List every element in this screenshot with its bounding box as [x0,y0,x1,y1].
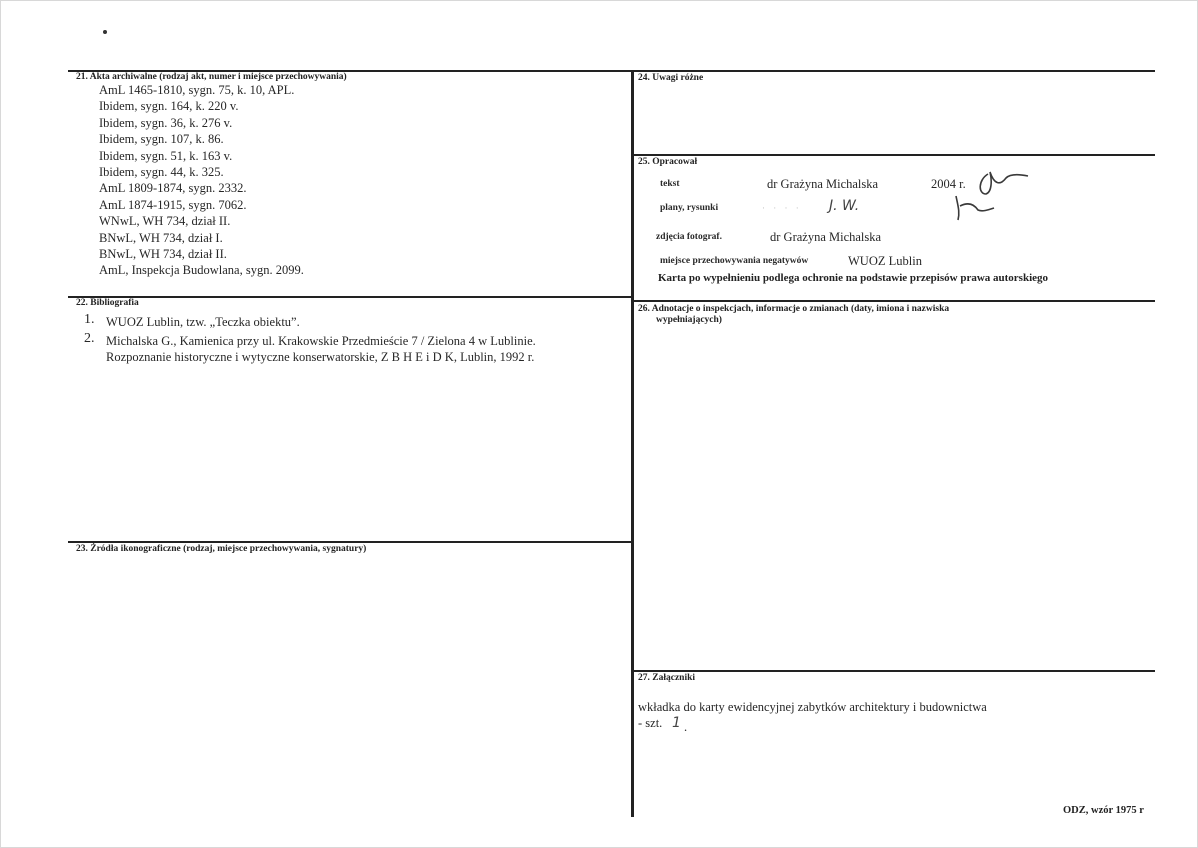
plany-handwritten-initials: J. W. [829,198,860,214]
negatywy-key: miejsce przechowywania negatywów [660,256,809,266]
section-23-label: 23. Źródła ikonograficzne (rodzaj, miejsce przechowywania, sygnatury) [76,544,367,554]
divider-23-top [68,541,634,543]
divider-mid-left [68,296,634,298]
attachments-description: wkładka do karty ewidencyjnej zabytków architektury i budownictwa [638,700,987,714]
section-25-label: 25. Opracował [638,157,698,167]
section-22-label: 22. Bibliografia [76,298,139,308]
archive-entry: BNwL, WH 734, dział II. [99,247,227,262]
archive-entry: Ibidem, sygn. 51, k. 163 v. [99,148,233,163]
attachments-count-prefix: - szt. [638,716,663,730]
archive-entry: AmL 1874-1915, sygn. 7062. [99,197,247,212]
zdjecia-author: dr Grażyna Michalska [770,230,882,244]
zdjecia-key: zdjęcia fotograf. [656,232,722,242]
section-21-label: 21. Akta archiwalne (rodzaj akt, numer i miejsce przechowywania) [76,72,347,82]
divider-27-top [632,670,1155,672]
divider-mid-right [632,300,1155,302]
tekst-key: tekst [660,179,680,189]
archive-entry: Ibidem, sygn. 36, k. 276 v. [99,115,233,130]
plany-key: plany, rysunki [660,203,719,213]
bibliography-line: Rozpoznanie historyczne i wytyczne konserwatorskie, Z B H E i D K, Lublin, 1992 r. [106,350,535,364]
erased-smudge: · · · · [762,203,802,213]
archive-entry: AmL 1465-1810, sygn. 75, k. 10, APL. [99,83,295,97]
bibliography-item [106,314,300,330]
archive-entry: Ibidem, sygn. 164, k. 220 v. [99,99,239,114]
bibliography-line: WUOZ Lublin, tzw. „Teczka obiektu”. [106,315,300,329]
attachments-count: 1 [672,715,681,731]
signature-icon [948,162,1038,222]
section-24-label: 24. Uwagi różne [638,73,704,83]
bibliography-number: 1. [84,312,95,327]
section-26-label-line: wypełniających) [656,315,722,325]
archive-entry: BNwL, WH 734, dział I. [99,230,223,245]
bibliography-item [106,333,536,365]
form-identifier: ODZ, wzór 1975 r [1063,805,1144,816]
bibliography-line: Michalska G., Kamienica przy ul. Krakowskie Przedmieście 7 / Zielona 4 w Lublinie. [106,334,536,348]
ink-speck [103,30,107,34]
divider-top-right [632,70,1155,72]
archive-entry: Ibidem, sygn. 44, k. 325. [99,165,224,180]
section-26-label-line: 26. Adnotacje o inspekcjach, informacje o zmianach (daty, imiona i nazwiska [638,304,950,314]
archive-entries-list [99,82,304,279]
archive-entry: Ibidem, sygn. 107, k. 86. [99,132,224,147]
bibliography-number: 2. [84,331,95,346]
copyright-note: Karta po wypełnieniu podlega ochronie na podstawie przepisów prawa autorskiego [658,272,1049,284]
divider-25-top [632,154,1155,156]
section-26-label [638,304,949,326]
negatywy-location: WUOZ Lublin [848,254,922,268]
archive-entry: WNwL, WH 734, dział II. [99,214,231,229]
archive-entry: AmL, Inspekcja Budowlana, sygn. 2099. [99,263,304,278]
attachments-count-dot: . [684,720,688,734]
section-27-label: 27. Załączniki [638,673,696,683]
archive-entry: AmL 1809-1874, sygn. 2332. [99,181,247,196]
tekst-year: 2004 r. [931,177,966,191]
tekst-author: dr Grażyna Michalska [767,177,879,191]
column-divider [631,70,634,817]
